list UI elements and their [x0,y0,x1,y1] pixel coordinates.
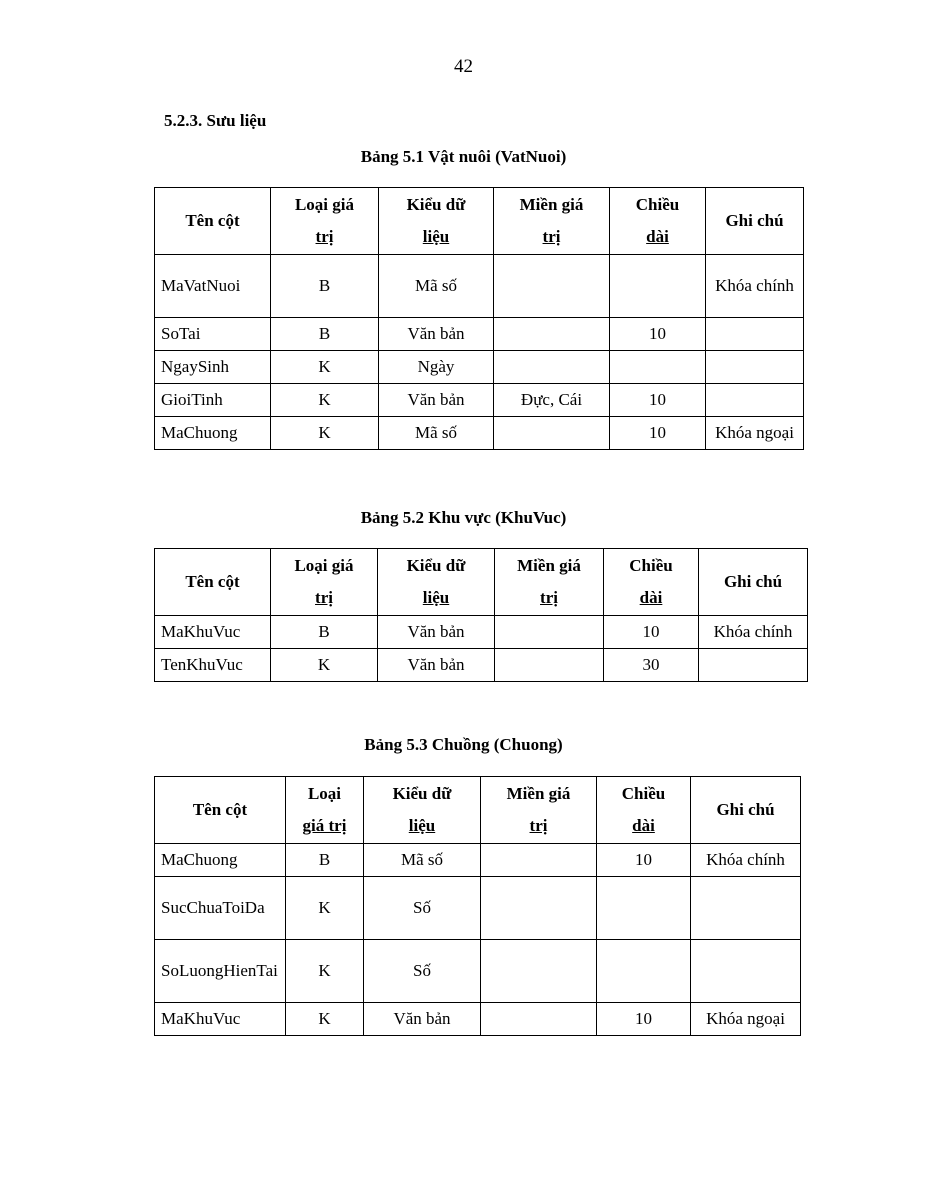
column-header-ghi-chu [691,777,801,844]
cell-ten-cot: MaVatNuoi [155,255,271,318]
cell-chieu-dai [610,255,706,318]
column-header-line: Tên cột [185,211,240,230]
column-header-line: Chiều [629,556,673,575]
cell-ghi-chu [706,318,804,351]
cell-mien-gia-tri [494,318,610,351]
cell-ten-cot: GioiTinh [155,384,271,417]
column-header-line: Miền giá [519,195,584,214]
column-header-line: Loại giá [294,556,354,575]
column-header-ten-cot [155,549,271,616]
cell-ghi-chu: Khóa ngoại [706,417,804,450]
column-header-line: Kiểu dữ [392,784,452,803]
cell-kieu-du-lieu: Mã số [379,417,494,450]
cell-mien-gia-tri [481,1003,597,1036]
cell-mien-gia-tri [494,417,610,450]
cell-kieu-du-lieu: Văn bản [379,318,494,351]
column-header-ten-cot [155,777,286,844]
cell-mien-gia-tri [481,940,597,1003]
column-header-line: Tên cột [192,800,248,819]
table-row [155,649,808,682]
column-header-line: liệu [408,816,436,835]
cell-loai-gia-tri: K [271,384,379,417]
cell-ghi-chu: Khóa chính [706,255,804,318]
column-header-line: Miền giá [517,556,581,575]
table-row [155,616,808,649]
cell-loai-gia-tri: B [271,255,379,318]
column-header-line: trị [529,816,548,835]
column-header-chieu-dai [610,188,706,255]
table-row [155,940,801,1003]
header-row [155,188,804,255]
table-caption-khuvuc: Bảng 5.2 Khu vực (KhuVuc) [360,508,567,527]
cell-mien-gia-tri [481,844,597,877]
cell-chieu-dai [597,877,691,940]
cell-ten-cot: SoTai [155,318,271,351]
column-header-line: trị [540,588,558,607]
cell-kieu-du-lieu: Văn bản [364,1003,481,1036]
column-header-line: Tên cột [185,572,240,591]
cell-kieu-du-lieu: Văn bản [378,616,495,649]
cell-ghi-chu [699,649,808,682]
cell-ghi-chu [691,940,801,1003]
table-vatnuoi [154,187,804,450]
cell-ten-cot: SucChuaToiDa [155,877,286,940]
column-header-line: Kiểu dữ [406,195,466,214]
cell-loai-gia-tri: B [286,844,364,877]
column-header-line: Kiểu dữ [406,556,466,575]
cell-kieu-du-lieu: Số [364,940,481,1003]
cell-loai-gia-tri: K [286,1003,364,1036]
table-row [155,318,804,351]
column-header-line: Loại giá [294,195,355,214]
column-header-kieu-du-lieu [379,188,494,255]
cell-mien-gia-tri [495,616,604,649]
table-caption-vatnuoi: Bảng 5.1 Vật nuôi (VatNuoi) [360,147,567,166]
table-chuong [154,776,801,1036]
column-header-line: Chiều [621,784,666,803]
cell-ghi-chu: Khóa chính [699,616,808,649]
cell-chieu-dai: 30 [604,649,699,682]
table-caption-chuong: Bảng 5.3 Chuồng (Chuong) [364,735,563,754]
table-row [155,417,804,450]
column-header-ten-cot [155,188,271,255]
column-header-line: Ghi chú [725,211,784,230]
cell-mien-gia-tri [494,255,610,318]
cell-kieu-du-lieu: Văn bản [379,384,494,417]
table-row [155,877,801,940]
cell-chieu-dai [597,940,691,1003]
column-header-kieu-du-lieu [378,549,495,616]
cell-ghi-chu: Khóa chính [691,844,801,877]
cell-chieu-dai: 10 [610,318,706,351]
cell-ten-cot: MaChuong [155,844,286,877]
cell-ghi-chu: Khóa ngoại [691,1003,801,1036]
column-header-mien-gia-tri [481,777,597,844]
cell-loai-gia-tri: K [286,877,364,940]
page-number: 42 [454,56,473,77]
column-header-line: trị [315,227,334,246]
cell-ghi-chu [691,877,801,940]
header-row [155,777,801,844]
table-row [155,384,804,417]
column-header-line: giá trị [302,816,347,835]
cell-ten-cot: TenKhuVuc [155,649,271,682]
column-header-line: liệu [422,227,450,246]
section-heading: 5.2.3. Sưu liệu [164,111,267,130]
column-header-line: dài [646,227,669,246]
column-header-line: trị [542,227,561,246]
column-header-mien-gia-tri [494,188,610,255]
cell-ghi-chu [706,384,804,417]
cell-kieu-du-lieu: Số [364,877,481,940]
column-header-ghi-chu [699,549,808,616]
table-row [155,1003,801,1036]
column-header-line: Chiều [635,195,680,214]
column-header-kieu-du-lieu [364,777,481,844]
cell-ten-cot: SoLuongHienTai [155,940,286,1003]
cell-mien-gia-tri [481,877,597,940]
table-row [155,255,804,318]
cell-chieu-dai: 10 [604,616,699,649]
cell-ghi-chu [706,351,804,384]
column-header-chieu-dai [604,549,699,616]
cell-mien-gia-tri [495,649,604,682]
table-khuvuc [154,548,808,682]
cell-ten-cot: MaKhuVuc [155,616,271,649]
cell-chieu-dai [610,351,706,384]
cell-loai-gia-tri: B [271,616,378,649]
cell-chieu-dai: 10 [597,844,691,877]
cell-chieu-dai: 10 [610,417,706,450]
column-header-mien-gia-tri [495,549,604,616]
cell-ten-cot: MaChuong [155,417,271,450]
cell-loai-gia-tri: K [271,417,379,450]
cell-loai-gia-tri: K [271,351,379,384]
cell-kieu-du-lieu: Mã số [379,255,494,318]
column-header-loai-gia-tri [286,777,364,844]
cell-loai-gia-tri: K [271,649,378,682]
cell-mien-gia-tri [494,351,610,384]
column-header-loai-gia-tri [271,549,378,616]
column-header-chieu-dai [597,777,691,844]
column-header-line: Ghi chú [723,572,783,591]
header-row [155,549,808,616]
cell-chieu-dai: 10 [610,384,706,417]
column-header-line: trị [315,588,333,607]
column-header-line: Ghi chú [716,800,775,819]
cell-kieu-du-lieu: Văn bản [378,649,495,682]
column-header-line: dài [639,588,663,607]
cell-loai-gia-tri: B [271,318,379,351]
column-header-loai-gia-tri [271,188,379,255]
cell-mien-gia-tri: Đực, Cái [494,384,610,417]
cell-kieu-du-lieu: Mã số [364,844,481,877]
column-header-line: dài [632,816,655,835]
cell-chieu-dai: 10 [597,1003,691,1036]
cell-ten-cot: MaKhuVuc [155,1003,286,1036]
table-row [155,844,801,877]
table-row [155,351,804,384]
column-header-line: Loại [307,784,342,803]
cell-ten-cot: NgaySinh [155,351,271,384]
cell-loai-gia-tri: K [286,940,364,1003]
column-header-ghi-chu [706,188,804,255]
cell-kieu-du-lieu: Ngày [379,351,494,384]
column-header-line: liệu [422,588,450,607]
column-header-line: Miền giá [506,784,571,803]
